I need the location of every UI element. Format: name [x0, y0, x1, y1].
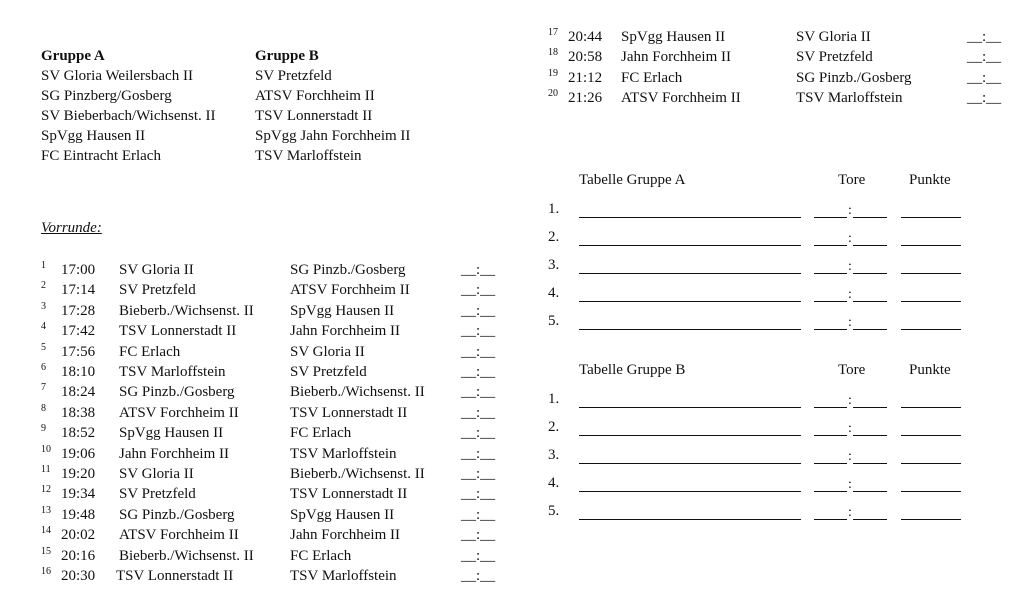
group-a-list: [41, 46, 216, 166]
score-blank: __:__: [461, 404, 496, 421]
match-time: 20:58: [568, 49, 603, 66]
score-blank: __:__: [461, 282, 496, 299]
group-b-team: TSV Lonnerstadt II: [255, 108, 373, 124]
score-blank: __:__: [461, 486, 496, 503]
team-name-line: [579, 463, 801, 464]
table-rank: 1.: [548, 201, 560, 217]
home-team: Bieberb./Wichsenst. II: [119, 302, 254, 319]
match-number: 9: [41, 423, 46, 435]
match-number: 16: [41, 566, 51, 577]
team-name-line: [579, 245, 801, 246]
table-rank: 5.: [548, 503, 560, 519]
team-name-line: [579, 329, 801, 330]
group-a-team: SV Bieberbach/Wichsenst. II: [41, 108, 216, 124]
match-number: 8: [41, 402, 46, 414]
match-time: 17:56: [61, 343, 96, 360]
match-number: 5: [41, 341, 46, 353]
away-team: TSV Lonnerstadt II: [290, 486, 408, 503]
home-team: FC Erlach: [621, 69, 683, 86]
match-time: 19:48: [61, 506, 96, 523]
home-team: Jahn Forchheim II: [621, 49, 731, 66]
match-number: 15: [41, 545, 51, 557]
home-team: SV Gloria II: [119, 466, 194, 482]
away-team: FC Erlach: [290, 425, 352, 442]
group-a-title: Gruppe A: [41, 48, 105, 64]
goals-line-right: [853, 301, 887, 302]
home-team: SV Gloria II: [119, 262, 194, 278]
points-line: [901, 435, 961, 436]
goals-colon: :: [848, 203, 852, 218]
table-rank: 3.: [548, 447, 560, 463]
group-b-team: SV Pretzfeld: [255, 68, 332, 84]
group-b-team: SpVgg Jahn Forchheim II: [255, 128, 411, 144]
match-time: 17:00: [61, 262, 96, 278]
home-team: ATSV Forchheim II: [621, 90, 741, 107]
table-rank: 5.: [548, 313, 560, 329]
goals-line-left: [814, 407, 847, 408]
match-number: 11: [41, 464, 51, 475]
group-b-list: [255, 46, 410, 166]
score-blank: __:__: [461, 343, 496, 360]
score-blank: __:__: [461, 466, 496, 482]
score-blank: __:__: [461, 527, 496, 544]
goals-line-right: [853, 217, 887, 218]
home-team: TSV Lonnerstadt II: [116, 568, 234, 584]
match-time: 18:52: [61, 425, 96, 442]
goals-colon: :: [848, 421, 852, 436]
match-time: 17:14: [61, 282, 96, 299]
away-team: SV Pretzfeld: [796, 49, 873, 66]
points-line: [901, 245, 961, 246]
match-time: 19:34: [61, 486, 96, 503]
goals-colon: :: [848, 287, 852, 302]
vorrunde-heading: Vorrunde:: [41, 220, 102, 236]
away-team: TSV Marloffstein: [290, 445, 397, 462]
points-line: [901, 301, 961, 302]
tore-header: Tore: [838, 172, 866, 188]
team-name-line: [579, 491, 801, 492]
table-rank: 4.: [548, 475, 560, 491]
match-number: 3: [41, 300, 46, 312]
away-team: SG Pinzb./Gosberg: [796, 69, 912, 86]
goals-line-left: [814, 435, 847, 436]
home-team: ATSV Forchheim II: [119, 527, 239, 544]
points-line: [901, 273, 961, 274]
match-number: 7: [41, 382, 46, 394]
home-team: TSV Marloffstein: [119, 364, 226, 380]
score-blank: __:__: [461, 568, 496, 584]
away-team: TSV Marloffstein: [290, 568, 397, 584]
goals-line-right: [853, 519, 887, 520]
score-blank: __:__: [461, 262, 496, 278]
score-blank: __:__: [461, 445, 496, 462]
goals-line-left: [814, 491, 847, 492]
goals-line-left: [814, 301, 847, 302]
score-blank: __:__: [967, 49, 1002, 66]
home-team: Bieberb./Wichsenst. II: [119, 547, 254, 564]
home-team: FC Erlach: [119, 343, 181, 360]
goals-line-left: [814, 273, 847, 274]
match-time: 18:10: [61, 364, 96, 380]
goals-line-right: [853, 273, 887, 274]
match-number: 2: [41, 280, 46, 292]
punkte-header: Punkte: [909, 172, 951, 188]
away-team: SG Pinzb./Gosberg: [290, 262, 406, 278]
away-team: TSV Marloffstein: [796, 90, 903, 107]
table-title: Tabelle Gruppe B: [579, 362, 686, 378]
team-name-line: [579, 301, 801, 302]
table-rank: 2.: [548, 229, 560, 245]
punkte-header: Punkte: [909, 362, 951, 378]
team-name-line: [579, 519, 801, 520]
match-number: 1: [41, 260, 46, 271]
match-number: 18: [548, 47, 558, 59]
match-number: 4: [41, 321, 46, 333]
home-team: SG Pinzb./Gosberg: [119, 384, 235, 401]
table-rank: 1.: [548, 391, 560, 407]
match-time: 20:30: [61, 568, 96, 584]
goals-line-right: [853, 435, 887, 436]
goals-line-right: [853, 463, 887, 464]
home-team: TSV Lonnerstadt II: [119, 323, 237, 340]
goals-colon: :: [848, 259, 852, 274]
group-a-team: FC Eintracht Erlach: [41, 148, 161, 164]
goals-line-left: [814, 217, 847, 218]
match-time: 20:16: [61, 547, 96, 564]
home-team: SpVgg Hausen II: [119, 425, 224, 442]
away-team: SV Gloria II: [796, 29, 871, 45]
goals-line-right: [853, 245, 887, 246]
match-time: 20:02: [61, 527, 96, 544]
goals-colon: :: [848, 315, 852, 330]
score-blank: __:__: [967, 69, 1002, 86]
match-time: 18:38: [61, 404, 96, 421]
team-name-line: [579, 435, 801, 436]
home-team: Jahn Forchheim II: [119, 445, 229, 462]
goals-line-left: [814, 329, 847, 330]
match-time: 18:24: [61, 384, 96, 401]
points-line: [901, 407, 961, 408]
points-line: [901, 519, 961, 520]
away-team: SV Pretzfeld: [290, 364, 367, 380]
goals-line-left: [814, 245, 847, 246]
group-a-team: SpVgg Hausen II: [41, 128, 146, 144]
team-name-line: [579, 273, 801, 274]
goals-line-right: [853, 491, 887, 492]
score-blank: __:__: [967, 29, 1002, 45]
match-number: 6: [41, 362, 46, 373]
goals-colon: :: [848, 449, 852, 464]
table-rank: 4.: [548, 285, 560, 301]
away-team: FC Erlach: [290, 547, 352, 564]
score-blank: __:__: [461, 323, 496, 340]
points-line: [901, 329, 961, 330]
points-line: [901, 463, 961, 464]
match-number: 19: [548, 67, 558, 79]
table-rank: 2.: [548, 419, 560, 435]
match-number: 12: [41, 484, 51, 496]
home-team: SV Pretzfeld: [119, 282, 196, 299]
goals-line-left: [814, 519, 847, 520]
match-time: 19:06: [61, 445, 96, 462]
match-number: 14: [41, 525, 51, 537]
home-team: SV Pretzfeld: [119, 486, 196, 503]
away-team: Jahn Forchheim II: [290, 323, 400, 340]
points-line: [901, 491, 961, 492]
away-team: Bieberb./Wichsenst. II: [290, 466, 425, 482]
away-team: Jahn Forchheim II: [290, 527, 400, 544]
goals-line-left: [814, 463, 847, 464]
group-b-team: ATSV Forchheim II: [255, 88, 375, 104]
score-blank: __:__: [461, 506, 496, 523]
away-team: Bieberb./Wichsenst. II: [290, 384, 425, 401]
tore-header: Tore: [838, 362, 866, 378]
match-time: 17:28: [61, 302, 96, 319]
score-blank: __:__: [461, 547, 496, 564]
table-rank: 3.: [548, 257, 560, 273]
team-name-line: [579, 217, 801, 218]
match-time: 17:42: [61, 323, 96, 340]
points-line: [901, 217, 961, 218]
goals-colon: :: [848, 231, 852, 246]
match-time: 20:44: [568, 29, 603, 45]
home-team: ATSV Forchheim II: [119, 404, 239, 421]
away-team: SV Gloria II: [290, 343, 365, 360]
goals-line-right: [853, 407, 887, 408]
match-number: 17: [548, 27, 558, 38]
table-title: Tabelle Gruppe A: [579, 172, 686, 188]
score-blank: __:__: [461, 384, 496, 401]
group-b-title: Gruppe B: [255, 48, 319, 64]
score-blank: __:__: [461, 425, 496, 442]
away-team: SpVgg Hausen II: [290, 506, 395, 523]
goals-line-right: [853, 329, 887, 330]
match-time: 19:20: [61, 466, 96, 482]
match-time: 21:26: [568, 90, 603, 107]
away-team: ATSV Forchheim II: [290, 282, 410, 299]
match-number: 13: [41, 504, 51, 516]
group-a-team: SV Gloria Weilersbach II: [41, 68, 193, 84]
away-team: TSV Lonnerstadt II: [290, 404, 408, 421]
home-team: SG Pinzb./Gosberg: [119, 506, 235, 523]
group-a-team: SG Pinzberg/Gosberg: [41, 88, 172, 104]
score-blank: __:__: [461, 302, 496, 319]
goals-colon: :: [848, 477, 852, 492]
match-number: 10: [41, 443, 51, 455]
match-number: 20: [548, 88, 558, 100]
goals-colon: :: [848, 505, 852, 520]
team-name-line: [579, 407, 801, 408]
goals-colon: :: [848, 393, 852, 408]
group-b-team: TSV Marloffstein: [255, 148, 362, 164]
home-team: SpVgg Hausen II: [621, 29, 726, 45]
away-team: SpVgg Hausen II: [290, 302, 395, 319]
score-blank: __:__: [967, 90, 1002, 107]
score-blank: __:__: [461, 364, 496, 380]
match-time: 21:12: [568, 69, 603, 86]
